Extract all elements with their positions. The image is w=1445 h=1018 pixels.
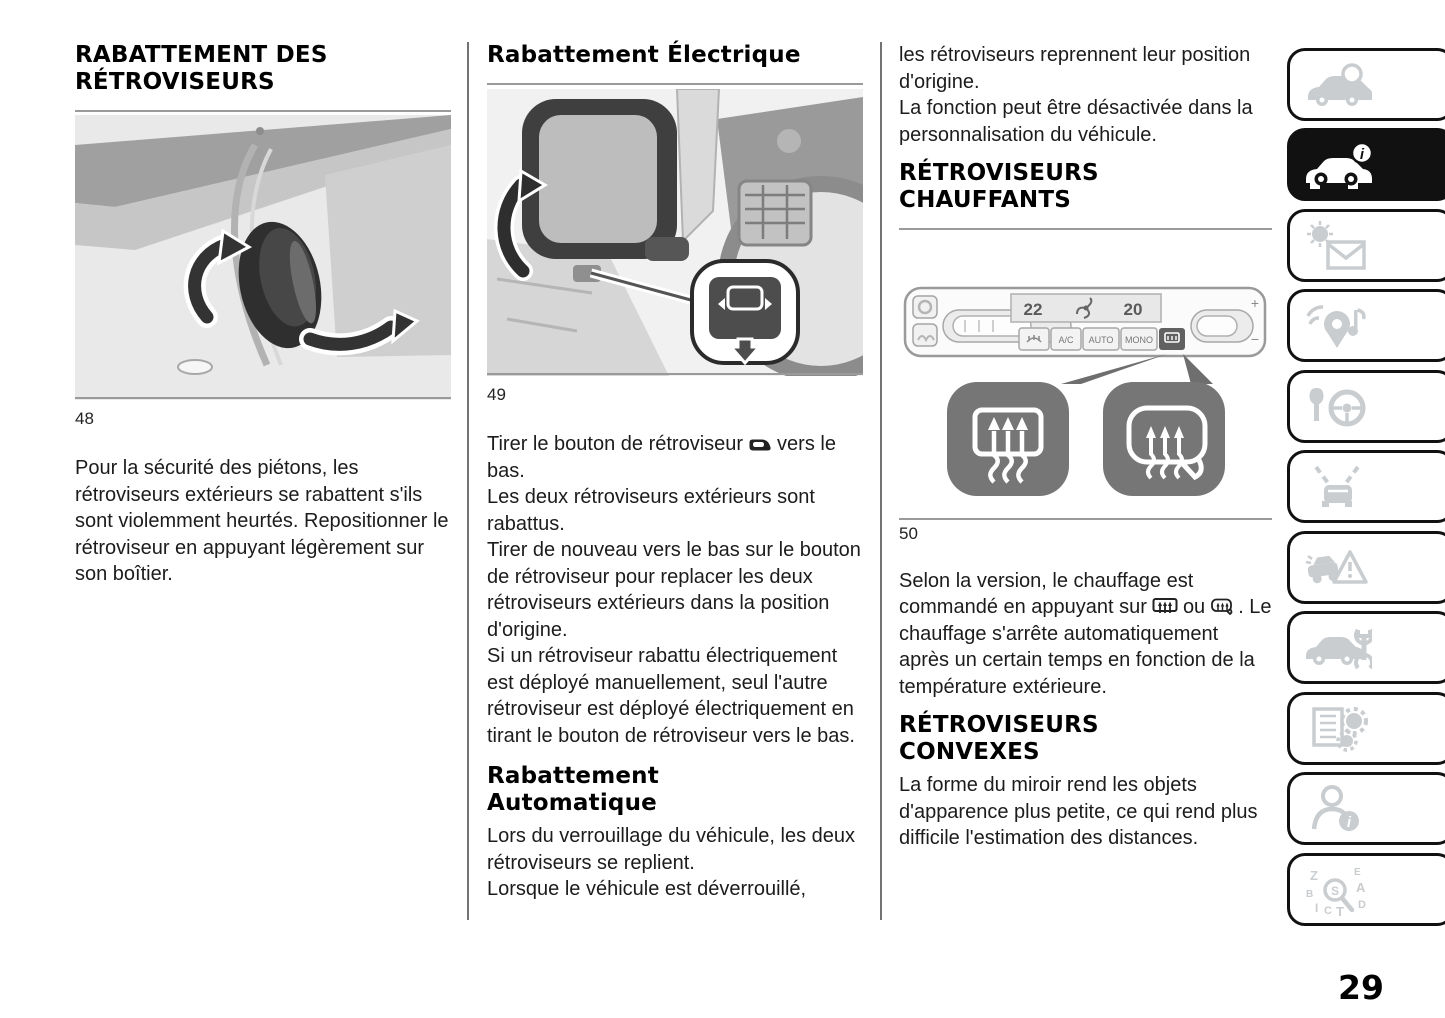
sidebar-tab-technical-data[interactable] bbox=[1287, 692, 1445, 765]
ac-button-label: A/C bbox=[1058, 335, 1074, 345]
figure-49-electric-fold bbox=[487, 89, 863, 405]
indicator-message-icon bbox=[1302, 220, 1372, 272]
svg-text:B: B bbox=[1306, 889, 1314, 900]
figure-rule bbox=[899, 518, 1272, 520]
column-3 bbox=[899, 42, 1272, 852]
svg-text:T: T bbox=[1336, 904, 1344, 916]
owner-info-icon bbox=[1302, 783, 1372, 835]
paragraph: Lors du verrouillage du véhicule, les deux rétroviseurs se replient. bbox=[487, 825, 855, 874]
gear-steering-icon bbox=[1302, 381, 1372, 433]
svg-text:I: I bbox=[1315, 901, 1319, 915]
heated-mirrors-paragraph bbox=[899, 568, 1272, 701]
heated-mirror-symbol bbox=[1103, 382, 1225, 496]
figure-50-caption: 50 bbox=[899, 523, 918, 543]
column-divider-1 bbox=[467, 42, 469, 920]
convex-mirrors-paragraph: La forme du miroir rend les objets d'apparence plus petite, ce qui rend plus difficile l'estimation des distances. bbox=[899, 774, 1258, 849]
paragraph: Selon la version, le chauffage est commandé en appuyant sur ou . Le chauffage s'arrête automatiquement après un certain temps en fonction de la température extérieure. bbox=[899, 569, 1272, 698]
sidebar-tab-driving-assist[interactable] bbox=[1287, 450, 1445, 523]
technical-data-icon bbox=[1302, 703, 1372, 755]
svg-text:E: E bbox=[1354, 867, 1361, 878]
sidebar-tab-car-search[interactable] bbox=[1287, 48, 1445, 121]
heading-rule bbox=[487, 83, 863, 85]
paragraph: Les deux rétroviseurs extérieurs sont rabattus. bbox=[487, 486, 815, 535]
automatic-fold-continued bbox=[899, 42, 1272, 148]
heading-rule bbox=[75, 110, 451, 112]
mono-button-label: MONO bbox=[1125, 335, 1153, 345]
auto-button-label: AUTO bbox=[1088, 335, 1114, 345]
svg-text:Z: Z bbox=[1310, 868, 1318, 883]
column-1 bbox=[75, 42, 451, 588]
display-temp-right: 20 bbox=[1123, 300, 1143, 319]
sidebar-tab-car-info[interactable] bbox=[1287, 128, 1445, 201]
mirror-switch-callout bbox=[692, 261, 798, 363]
figure-50-heated-mirrors bbox=[899, 278, 1272, 544]
sidebar-tab-gear-steering[interactable] bbox=[1287, 370, 1445, 443]
driving-assist-icon bbox=[1302, 461, 1372, 513]
navigation-audio-icon bbox=[1302, 300, 1372, 352]
subsection-heading-rabattement-electrique: Rabattement Électrique bbox=[487, 42, 801, 68]
heading-rule bbox=[899, 228, 1272, 230]
subsection-heading-rabattement-automatique: Rabattement Automatique bbox=[487, 763, 659, 816]
figure-49-caption: 49 bbox=[487, 385, 506, 404]
page-number: 29 bbox=[1338, 968, 1384, 1007]
sidebar-tab-emergency[interactable] bbox=[1287, 531, 1445, 604]
car-service-icon bbox=[1302, 622, 1372, 674]
paragraph: Lorsque le véhicule est déverrouillé, bbox=[487, 878, 807, 900]
climate-panel-illustration bbox=[899, 278, 1272, 503]
column-divider-2 bbox=[880, 42, 882, 920]
temp-minus-label: − bbox=[1250, 331, 1260, 347]
heated-rear-window-symbol bbox=[947, 382, 1069, 496]
paragraph: les rétroviseurs reprennent leur position d'origine. bbox=[899, 44, 1251, 93]
column-2 bbox=[487, 42, 863, 903]
paragraph: La fonction peut être désactivée dans la personnalisation du véhicule. bbox=[899, 97, 1253, 146]
automatic-fold-instructions bbox=[487, 823, 863, 903]
sidebar-tab-index-search[interactable] bbox=[1287, 853, 1445, 926]
electric-fold-instructions bbox=[487, 431, 863, 749]
mirror-fold-illustration bbox=[75, 115, 451, 400]
sidebar-tab-owner-info[interactable] bbox=[1287, 772, 1445, 845]
figure-48-caption: 48 bbox=[75, 409, 94, 428]
sidebar-tab-indicator-message[interactable] bbox=[1287, 209, 1445, 282]
heated-rear-window-icon bbox=[1152, 597, 1178, 615]
car-search-icon bbox=[1302, 59, 1372, 111]
pedestrian-safety-paragraph: Pour la sécurité des piétons, les rétroviseurs extérieurs se rabattent s'ils sont violemment heurtés. Repositionner le rétroviseur en appuyant légèrement sur son boîtier. bbox=[75, 457, 449, 585]
car-info-icon bbox=[1302, 139, 1372, 191]
svg-text:D: D bbox=[1358, 899, 1366, 911]
temp-plus-label: + bbox=[1250, 295, 1260, 311]
svg-text:S: S bbox=[1330, 884, 1340, 898]
section-heading-retroviseurs-chauffants: RÉTROVISEURS CHAUFFANTS bbox=[899, 160, 1099, 213]
paragraph: Tirer le bouton de rétroviseur vers le bas. bbox=[487, 433, 836, 482]
heated-mirrors-icon bbox=[1210, 597, 1236, 615]
index-search-icon bbox=[1302, 864, 1372, 916]
sidebar-tab-navigation-audio[interactable] bbox=[1287, 289, 1445, 362]
section-heading-retroviseurs-convexes: RÉTROVISEURS CONVEXES bbox=[899, 712, 1099, 765]
emergency-icon bbox=[1302, 542, 1372, 594]
paragraph: Tirer de nouveau vers le bas sur le bouton de rétroviseur pour replacer les deux rétroviseurs extérieurs dans la position d'origine. bbox=[487, 539, 861, 641]
door-mirror bbox=[522, 99, 689, 261]
svg-text:i: i bbox=[1359, 146, 1365, 163]
electric-fold-illustration bbox=[487, 89, 863, 376]
mirror-button-icon bbox=[748, 438, 772, 452]
svg-text:C: C bbox=[1324, 905, 1332, 916]
paragraph: Si un rétroviseur rabattu électriquement est déployé manuellement, seul l'autre rétroviseur est déployé électriquement en tirant le bouton de rétroviseur vers le bas. bbox=[487, 645, 855, 747]
svg-text:i: i bbox=[1346, 814, 1352, 831]
section-heading-rabattement-des-retroviseurs: RABATTEMENT DES RÉTROVISEURS bbox=[75, 42, 328, 95]
sidebar-tab-car-service[interactable] bbox=[1287, 611, 1445, 684]
svg-text:A: A bbox=[1356, 880, 1366, 895]
display-temp-left: 22 bbox=[1023, 300, 1043, 319]
figure-48-mirror-fold bbox=[75, 115, 451, 429]
